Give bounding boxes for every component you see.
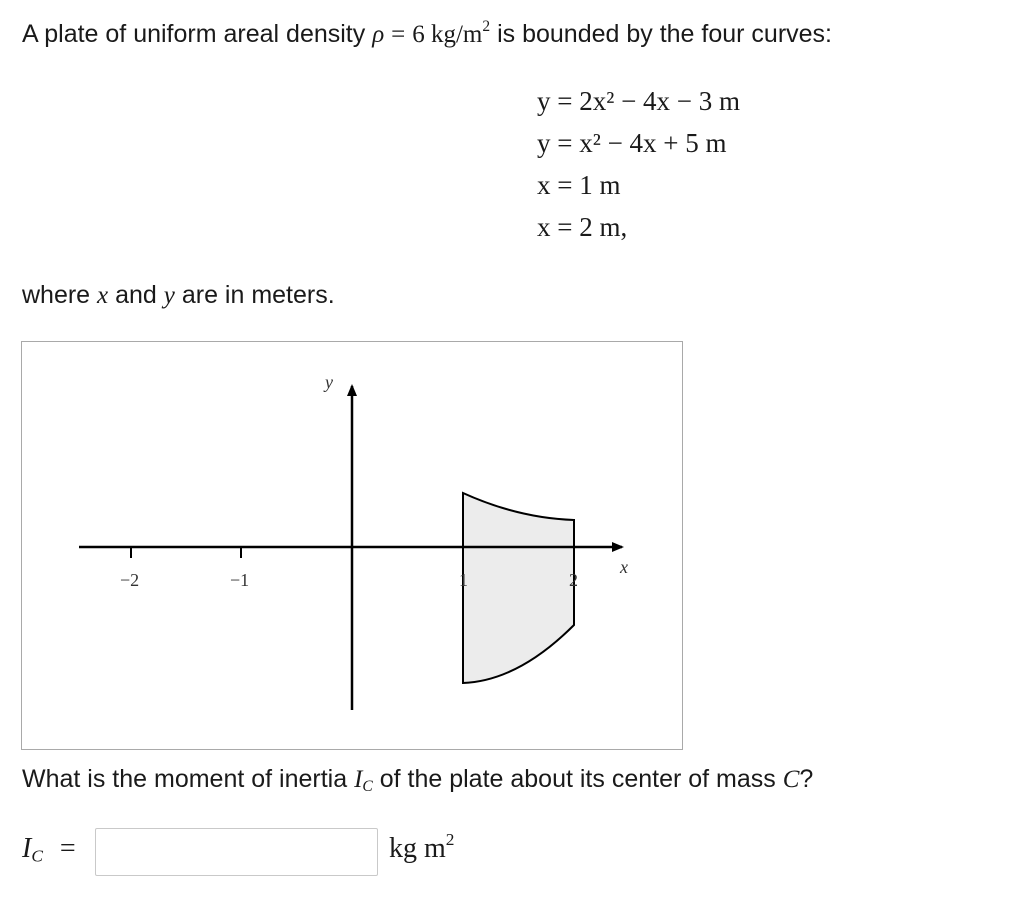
answer-label: $I_C$ = bbox=[22, 833, 76, 866]
curve-equation-1: y = 2x² − 4x − 3 m bbox=[537, 86, 741, 116]
tick-label: −1 bbox=[230, 570, 250, 590]
curve-equation-3: x = 1 m bbox=[537, 170, 621, 200]
question-text: What is the moment of inertia $I_C$ of the plate about its center of mass C? bbox=[22, 765, 814, 795]
units-note: where x and y are in meters. bbox=[22, 281, 335, 309]
rho-symbol: ρ bbox=[372, 21, 385, 48]
curve-equation-4: x = 2 m, bbox=[537, 212, 628, 242]
answer-unit: kg $m^2$ bbox=[389, 829, 455, 864]
density-value: 6 $kg/m^2$ bbox=[412, 18, 491, 48]
plate-diagram bbox=[21, 341, 683, 750]
x-axis-label: x bbox=[620, 557, 628, 577]
inertia-symbol: $I_C$ bbox=[354, 766, 373, 795]
plate-region bbox=[463, 493, 574, 683]
tick-label: 1 bbox=[459, 570, 468, 590]
answer-input[interactable] bbox=[95, 828, 378, 876]
curve-equation-2: y = x² − 4x + 5 m bbox=[537, 128, 727, 158]
plate-diagram-svg bbox=[22, 342, 684, 751]
tick-label: 2 bbox=[569, 570, 578, 590]
problem-intro: A plate of uniform areal density ρ = 6 $kg/m^2$ is bounded by the four curves: bbox=[22, 18, 833, 48]
tick-label: −2 bbox=[120, 570, 140, 590]
y-axis-label: y bbox=[325, 372, 333, 392]
